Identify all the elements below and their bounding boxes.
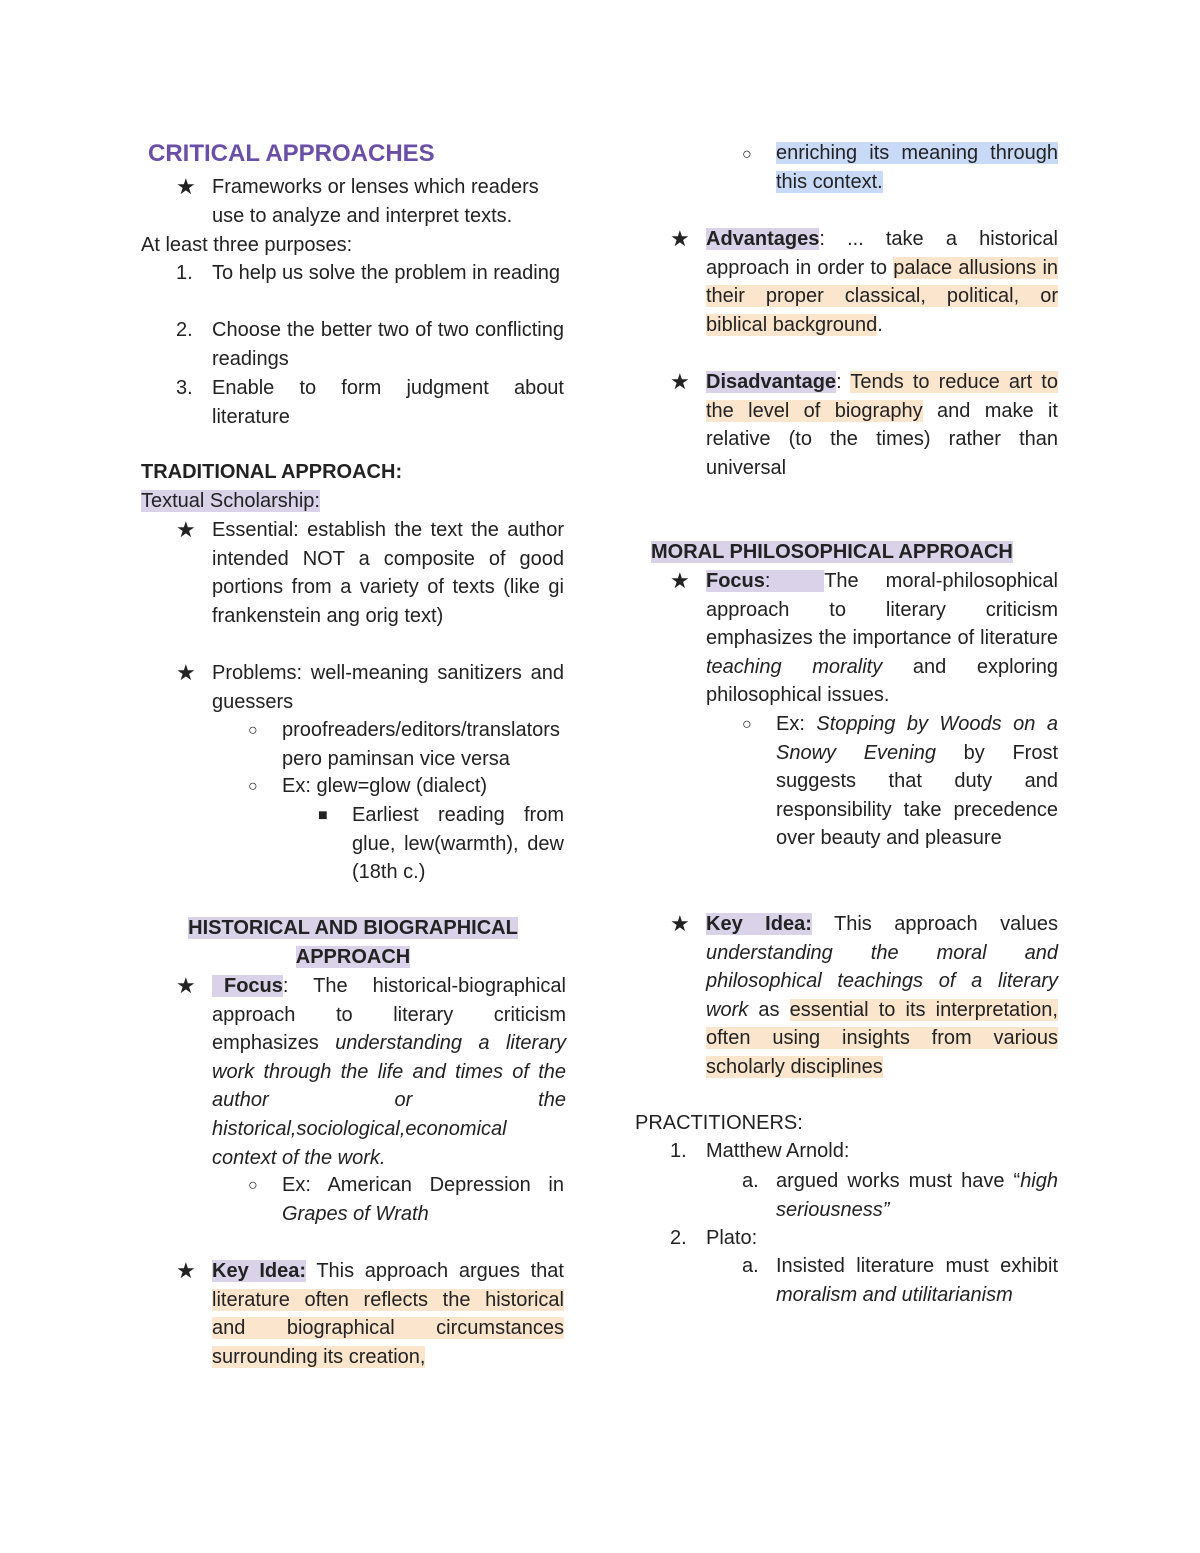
list-number: 2. bbox=[176, 319, 193, 341]
square-bullet-icon: ■ bbox=[318, 807, 328, 824]
star-bullet-icon: ★ bbox=[176, 973, 196, 998]
glew-example: Ex: glew=glow (dialect) bbox=[282, 775, 488, 797]
list-number: 1. bbox=[670, 1140, 687, 1162]
historical-continuation: enriching its meaning through this context. bbox=[776, 142, 1058, 193]
proofreaders-text: proofreaders/editors/translators pero paminsan vice versa bbox=[282, 719, 560, 770]
circle-bullet-icon: ○ bbox=[248, 778, 258, 795]
star-bullet-icon: ★ bbox=[670, 369, 690, 394]
circle-bullet-icon: ○ bbox=[742, 146, 752, 163]
purpose-item: To help us solve the problem in reading bbox=[212, 262, 560, 284]
list-letter: a. bbox=[742, 1170, 759, 1192]
moral-heading: MORAL PHILOSOPHICAL APPROACH bbox=[651, 541, 1013, 563]
purpose-item: Choose the better two of two conflicting readings bbox=[212, 319, 564, 370]
historical-key-idea: Key Idea: This approach argues that literature often reflects the historical and biographical circumstances surrounding its creation, bbox=[212, 1260, 564, 1368]
star-bullet-icon: ★ bbox=[670, 911, 690, 936]
star-bullet-icon: ★ bbox=[670, 226, 690, 251]
practitioner-detail: Insisted literature must exhibit moralism and utilitarianism bbox=[776, 1255, 1058, 1306]
list-number: 2. bbox=[670, 1227, 687, 1249]
star-bullet-icon: ★ bbox=[176, 660, 196, 685]
circle-bullet-icon: ○ bbox=[248, 1177, 258, 1194]
practitioners-heading: PRACTITIONERS: bbox=[635, 1112, 803, 1134]
historical-heading: HISTORICAL AND BIOGRAPHICAL APPROACH bbox=[188, 917, 518, 968]
list-number: 1. bbox=[176, 262, 193, 284]
practitioner-name: Matthew Arnold: bbox=[706, 1140, 850, 1162]
star-bullet-icon: ★ bbox=[176, 1258, 196, 1283]
page-title: CRITICAL APPROACHES bbox=[148, 140, 435, 167]
historical-disadvantage: Disadvantage: Tends to reduce art to the level of biography and make it relative (to the times) rather than universal bbox=[706, 371, 1058, 479]
purpose-item: Enable to form judgment about literature bbox=[212, 377, 564, 428]
list-number: 3. bbox=[176, 377, 193, 399]
purposes-intro: At least three purposes: bbox=[141, 234, 353, 256]
historical-focus: Focus: The historical-biographical approach to literary criticism emphasizes understanding a literary work through the life and times of the author or the historical,sociological,economical context of the work. bbox=[212, 975, 567, 1169]
practitioner-name: Plato: bbox=[706, 1227, 758, 1249]
earliest-reading-text: Earliest reading from glue, lew(warmth), dew (18th c.) bbox=[352, 804, 564, 884]
critical-definition: Frameworks or lenses which readers use to analyze and interpret texts. bbox=[212, 176, 539, 227]
star-bullet-icon: ★ bbox=[176, 517, 196, 542]
star-bullet-icon: ★ bbox=[176, 174, 196, 199]
star-bullet-icon: ★ bbox=[670, 568, 690, 593]
historical-advantages: Advantages: ... take a historical approach in order to palace allusions in their proper classical, political, or biblical background. bbox=[706, 228, 1059, 336]
circle-bullet-icon: ○ bbox=[248, 722, 258, 739]
historical-example: Ex: American Depression in Grapes of Wrath bbox=[282, 1174, 564, 1225]
circle-bullet-icon: ○ bbox=[742, 716, 752, 733]
essential-text: Essential: establish the text the author intended NOT a composite of good portions from a variety of texts (like gi frankenstein ang orig text) bbox=[212, 519, 564, 627]
traditional-heading: TRADITIONAL APPROACH: bbox=[141, 461, 403, 483]
list-letter: a. bbox=[742, 1255, 759, 1277]
problems-text: Problems: well-meaning sanitizers and guessers bbox=[212, 662, 564, 713]
practitioner-detail: argued works must have “high seriousness” bbox=[776, 1170, 1058, 1221]
moral-key-idea: Key Idea: This approach values understanding the moral and philosophical teachings of a literary work as essential to its interpretation, often using insights from various scholarly disciplines bbox=[706, 913, 1058, 1078]
moral-focus: Focus: The moral-philosophical approach to literary criticism emphasizes the importance of literature teaching morality and exploring philosophical issues. bbox=[706, 570, 1058, 707]
moral-example: Ex: Stopping by Woods on a Snowy Evening by Frost suggests that duty and responsibility take precedence over beauty and pleasure bbox=[776, 713, 1059, 850]
textual-scholarship-label: Textual Scholarship: bbox=[141, 490, 320, 512]
